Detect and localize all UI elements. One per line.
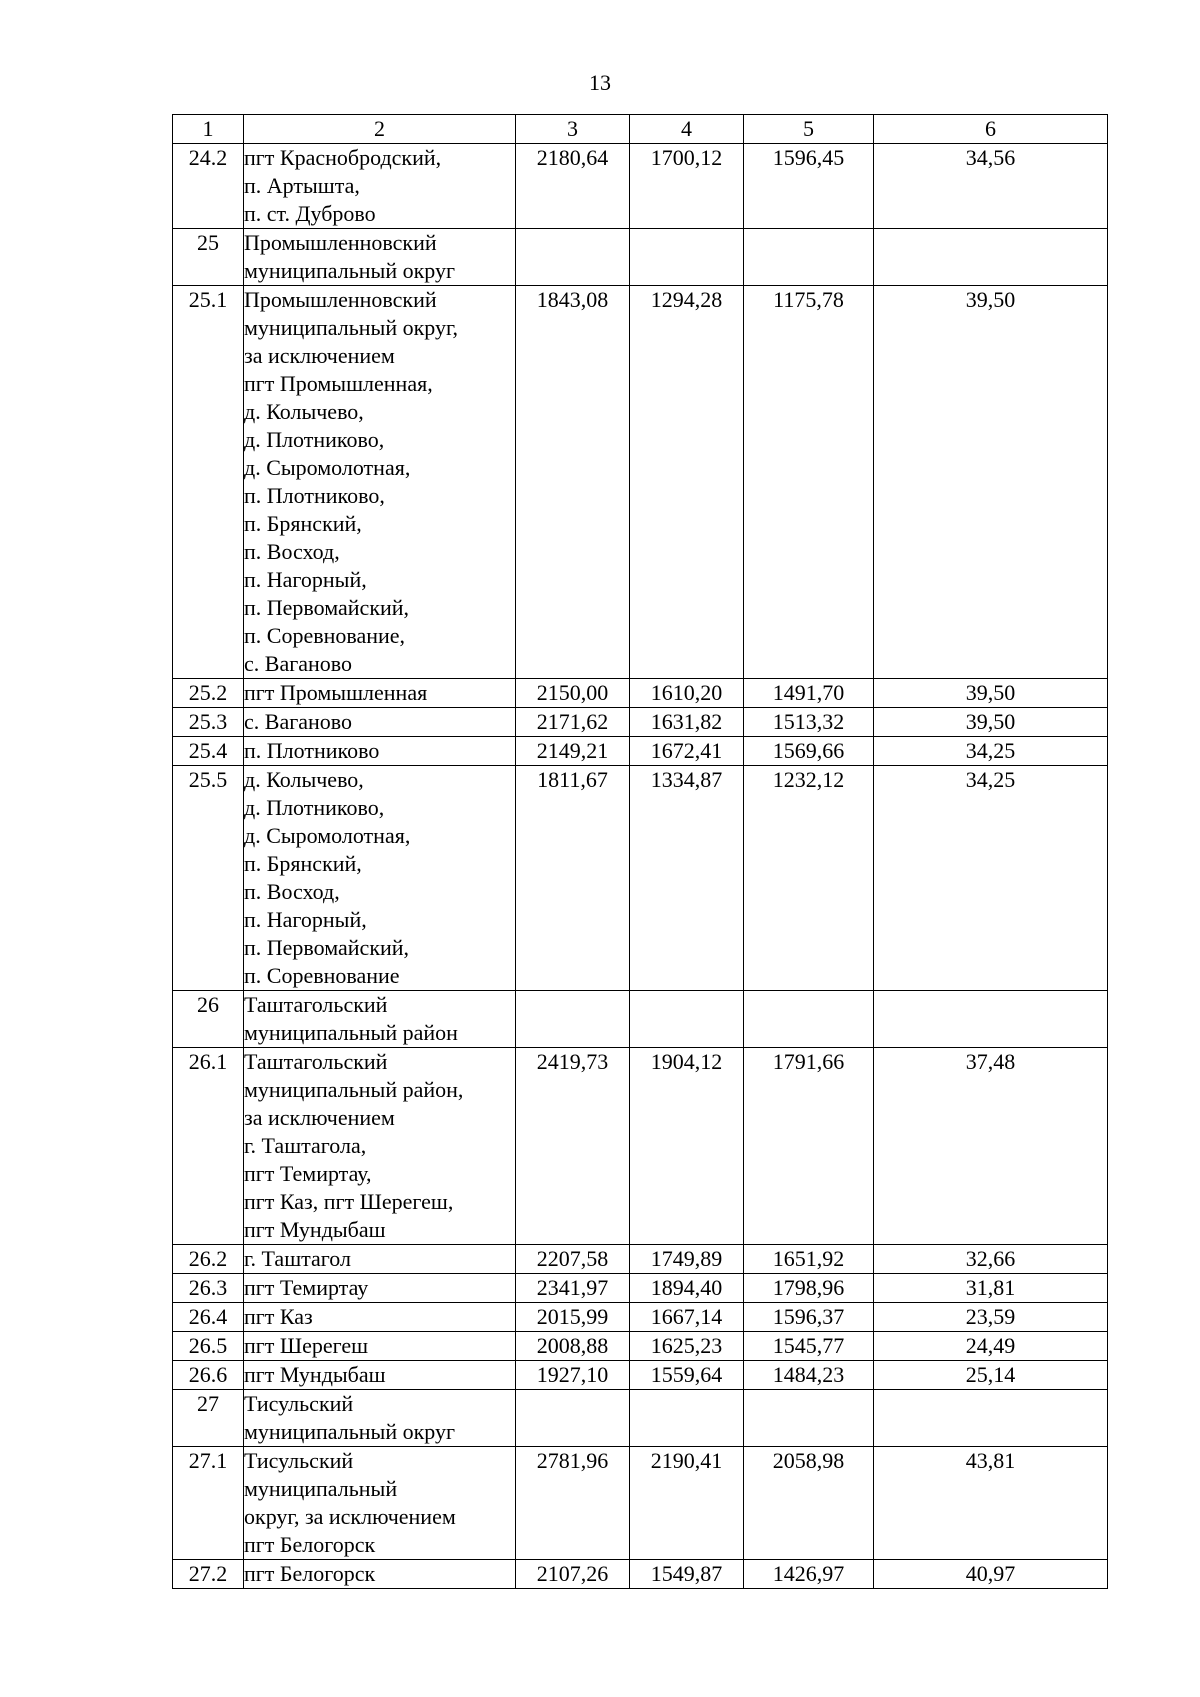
- value-cell-col3: [516, 229, 630, 286]
- table-row: [173, 286, 1108, 679]
- territory-name-line: муниципальный район: [244, 1020, 458, 1045]
- territory-name-line: муниципальный: [244, 1476, 398, 1501]
- territory-name-line: д. Колычево,: [244, 767, 364, 792]
- territory-name-line: п. Восход,: [244, 539, 340, 564]
- table-row: [173, 708, 1108, 737]
- page-number: 13: [589, 70, 611, 95]
- territory-name-line: п. Нагорный,: [244, 567, 367, 592]
- territory-name-cell: [244, 1332, 516, 1361]
- territory-name-line: пгт Промышленная: [244, 680, 428, 705]
- value-cell-col6: 39,50: [874, 286, 1108, 679]
- territory-name-line: Промышленновский: [244, 230, 437, 255]
- value-cell-col4: 1559,64: [630, 1361, 744, 1390]
- table-row: [173, 679, 1108, 708]
- value-cell-col3: 2180,64: [516, 144, 630, 229]
- row-number-cell: 27: [173, 1390, 244, 1447]
- table-row: [173, 144, 1108, 229]
- row-number-cell: 25.3: [173, 708, 244, 737]
- row-number-cell: 27.2: [173, 1560, 244, 1589]
- territory-name-line: за исключением: [244, 1105, 395, 1130]
- table-row: [173, 737, 1108, 766]
- value-cell-col4: 1672,41: [630, 737, 744, 766]
- value-cell-col6: 31,81: [874, 1274, 1108, 1303]
- value-cell-col6: 23,59: [874, 1303, 1108, 1332]
- territory-name-line: округ, за исключением: [244, 1504, 456, 1529]
- territory-name-line: г. Таштагола,: [244, 1133, 367, 1158]
- territory-name-line: муниципальный район,: [244, 1077, 464, 1102]
- value-cell-col5: 1569,66: [744, 737, 874, 766]
- value-cell-col6: [874, 1390, 1108, 1447]
- territory-name-line: п. Первомайский,: [244, 595, 410, 620]
- row-number-cell: 25.2: [173, 679, 244, 708]
- territory-name-line: п. Соревнование: [244, 963, 400, 988]
- territory-name-line: пгт Мундыбаш: [244, 1217, 386, 1242]
- table-row: [173, 1332, 1108, 1361]
- row-number-cell: 26.4: [173, 1303, 244, 1332]
- value-cell-col6: 39,50: [874, 679, 1108, 708]
- value-cell-col4: 1334,87: [630, 766, 744, 991]
- territory-name-line: пгт Каз, пгт Шерегеш,: [244, 1189, 454, 1214]
- value-cell-col5: 1798,96: [744, 1274, 874, 1303]
- value-cell-col4: 1625,23: [630, 1332, 744, 1361]
- territory-name-line: за исключением: [244, 343, 395, 368]
- table-row: [173, 991, 1108, 1048]
- row-number-cell: 25.5: [173, 766, 244, 991]
- territory-name-cell: [244, 679, 516, 708]
- value-cell-col4: 1749,89: [630, 1245, 744, 1274]
- territory-name-line: пгт Темиртау: [244, 1275, 369, 1300]
- territory-name-cell: [244, 229, 516, 286]
- row-number-cell: 26: [173, 991, 244, 1048]
- territory-name-line: пгт Темиртау,: [244, 1161, 372, 1186]
- value-cell-col3: 2149,21: [516, 737, 630, 766]
- value-cell-col4: 1294,28: [630, 286, 744, 679]
- header-cell-3: 3: [516, 115, 630, 144]
- territory-name-cell: [244, 991, 516, 1048]
- territory-name-line: д. Сыромолотная,: [244, 455, 411, 480]
- value-cell-col6: 43,81: [874, 1447, 1108, 1560]
- territory-name-line: д. Колычево,: [244, 399, 364, 424]
- value-cell-col3: 2341,97: [516, 1274, 630, 1303]
- row-number-cell: 27.1: [173, 1447, 244, 1560]
- table-row: [173, 1361, 1108, 1390]
- territory-name-line: д. Плотниково,: [244, 795, 385, 820]
- value-cell-col6: 34,25: [874, 737, 1108, 766]
- table-body: [173, 144, 1108, 1589]
- territory-name-line: п. Плотниково: [244, 738, 380, 763]
- territory-name-line: пгт Шерегеш: [244, 1333, 369, 1358]
- value-cell-col3: 2107,26: [516, 1560, 630, 1589]
- value-cell-col6: 25,14: [874, 1361, 1108, 1390]
- territory-name-line: п. Первомайский,: [244, 935, 410, 960]
- table-row: [173, 1048, 1108, 1245]
- territory-name-line: с. Ваганово: [244, 709, 353, 734]
- value-cell-col3: 2171,62: [516, 708, 630, 737]
- header-cell-2: 2: [244, 115, 516, 144]
- territory-name-cell: [244, 1048, 516, 1245]
- territory-name-line: Таштагольский: [244, 1049, 388, 1074]
- value-cell-col5: 1651,92: [744, 1245, 874, 1274]
- territory-name-line: п. Артышта,: [244, 173, 360, 198]
- territory-name-cell: [244, 1560, 516, 1589]
- territory-name-line: п. Восход,: [244, 879, 340, 904]
- table-row: [173, 766, 1108, 991]
- header-cell-5: 5: [744, 115, 874, 144]
- territory-name-line: п. Соревнование,: [244, 623, 406, 648]
- row-number-cell: 26.6: [173, 1361, 244, 1390]
- territory-name-line: Промышленновский: [244, 287, 437, 312]
- value-cell-col4: 1631,82: [630, 708, 744, 737]
- header-cell-1: 1: [173, 115, 244, 144]
- value-cell-col3: 2207,58: [516, 1245, 630, 1274]
- value-cell-col4: 1549,87: [630, 1560, 744, 1589]
- territory-name-line: муниципальный округ: [244, 1419, 456, 1444]
- value-cell-col3: 2015,99: [516, 1303, 630, 1332]
- value-cell-col6: 39,50: [874, 708, 1108, 737]
- value-cell-col5: 1426,97: [744, 1560, 874, 1589]
- header-row: [173, 115, 1108, 144]
- row-number-cell: 25.4: [173, 737, 244, 766]
- value-cell-col5: 1484,23: [744, 1361, 874, 1390]
- territory-name-line: муниципальный округ: [244, 258, 456, 283]
- row-number-cell: 26.2: [173, 1245, 244, 1274]
- table-row: [173, 1245, 1108, 1274]
- tariff-table: [172, 114, 1108, 1589]
- value-cell-col4: 1894,40: [630, 1274, 744, 1303]
- territory-name-line: пгт Белогорск: [244, 1561, 376, 1586]
- header-cell-6: 6: [874, 115, 1108, 144]
- territory-name-line: с. Ваганово: [244, 651, 353, 676]
- territory-name-line: Таштагольский: [244, 992, 388, 1017]
- value-cell-col3: 2781,96: [516, 1447, 630, 1560]
- value-cell-col3: 2150,00: [516, 679, 630, 708]
- table-row: [173, 1390, 1108, 1447]
- territory-name-cell: [244, 737, 516, 766]
- territory-name-cell: [244, 144, 516, 229]
- value-cell-col5: 1175,78: [744, 286, 874, 679]
- territory-name-line: Тисульский: [244, 1391, 354, 1416]
- row-number-cell: 26.5: [173, 1332, 244, 1361]
- table-row: [173, 1303, 1108, 1332]
- value-cell-col5: [744, 229, 874, 286]
- value-cell-col4: 1904,12: [630, 1048, 744, 1245]
- territory-name-cell: [244, 1303, 516, 1332]
- territory-name-line: д. Плотниково,: [244, 427, 385, 452]
- territory-name-line: муниципальный округ,: [244, 315, 459, 340]
- value-cell-col5: [744, 1390, 874, 1447]
- value-cell-col5: 1545,77: [744, 1332, 874, 1361]
- territory-name-cell: [244, 1447, 516, 1560]
- row-number-cell: 24.2: [173, 144, 244, 229]
- value-cell-col4: [630, 229, 744, 286]
- value-cell-col5: 1596,37: [744, 1303, 874, 1332]
- value-cell-col3: 1811,67: [516, 766, 630, 991]
- territory-name-line: п. Плотниково,: [244, 483, 385, 508]
- value-cell-col6: [874, 229, 1108, 286]
- territory-name-cell: [244, 1361, 516, 1390]
- value-cell-col3: [516, 1390, 630, 1447]
- row-number-cell: 25: [173, 229, 244, 286]
- row-number-cell: 26.3: [173, 1274, 244, 1303]
- header-cell-4: 4: [630, 115, 744, 144]
- value-cell-col4: 1667,14: [630, 1303, 744, 1332]
- territory-name-line: п. Нагорный,: [244, 907, 367, 932]
- value-cell-col3: 2419,73: [516, 1048, 630, 1245]
- territory-name-line: пгт Краснобродский,: [244, 145, 442, 170]
- value-cell-col5: 1232,12: [744, 766, 874, 991]
- value-cell-col6: 37,48: [874, 1048, 1108, 1245]
- territory-name-line: п. ст. Дуброво: [244, 201, 376, 226]
- territory-name-cell: [244, 1245, 516, 1274]
- value-cell-col6: 32,66: [874, 1245, 1108, 1274]
- value-cell-col4: [630, 1390, 744, 1447]
- territory-name-cell: [244, 1274, 516, 1303]
- table-row: [173, 1447, 1108, 1560]
- value-cell-col6: [874, 991, 1108, 1048]
- value-cell-col5: 1491,70: [744, 679, 874, 708]
- table-row: [173, 1274, 1108, 1303]
- value-cell-col6: 34,25: [874, 766, 1108, 991]
- value-cell-col3: 1843,08: [516, 286, 630, 679]
- row-number-cell: 26.1: [173, 1048, 244, 1245]
- value-cell-col3: 1927,10: [516, 1361, 630, 1390]
- value-cell-col4: 1700,12: [630, 144, 744, 229]
- value-cell-col5: 1791,66: [744, 1048, 874, 1245]
- value-cell-col5: 1513,32: [744, 708, 874, 737]
- territory-name-cell: [244, 766, 516, 991]
- value-cell-col5: 2058,98: [744, 1447, 874, 1560]
- value-cell-col4: 1610,20: [630, 679, 744, 708]
- value-cell-col4: 2190,41: [630, 1447, 744, 1560]
- value-cell-col6: 40,97: [874, 1560, 1108, 1589]
- value-cell-col3: 2008,88: [516, 1332, 630, 1361]
- table-row: [173, 1560, 1108, 1589]
- territory-name-cell: [244, 708, 516, 737]
- value-cell-col4: [630, 991, 744, 1048]
- value-cell-col5: [744, 991, 874, 1048]
- territory-name-cell: [244, 1390, 516, 1447]
- table-row: [173, 229, 1108, 286]
- territory-name-line: п. Брянский,: [244, 511, 362, 536]
- territory-name-line: г. Таштагол: [244, 1246, 351, 1271]
- value-cell-col6: 34,56: [874, 144, 1108, 229]
- value-cell-col6: 24,49: [874, 1332, 1108, 1361]
- value-cell-col5: 1596,45: [744, 144, 874, 229]
- territory-name-cell: [244, 286, 516, 679]
- territory-name-line: п. Брянский,: [244, 851, 362, 876]
- territory-name-line: Тисульский: [244, 1448, 354, 1473]
- territory-name-line: д. Сыромолотная,: [244, 823, 411, 848]
- territory-name-line: пгт Промышленная,: [244, 371, 433, 396]
- row-number-cell: 25.1: [173, 286, 244, 679]
- territory-name-line: пгт Белогорск: [244, 1532, 376, 1557]
- territory-name-line: пгт Мундыбаш: [244, 1362, 386, 1387]
- value-cell-col3: [516, 991, 630, 1048]
- territory-name-line: пгт Каз: [244, 1304, 313, 1329]
